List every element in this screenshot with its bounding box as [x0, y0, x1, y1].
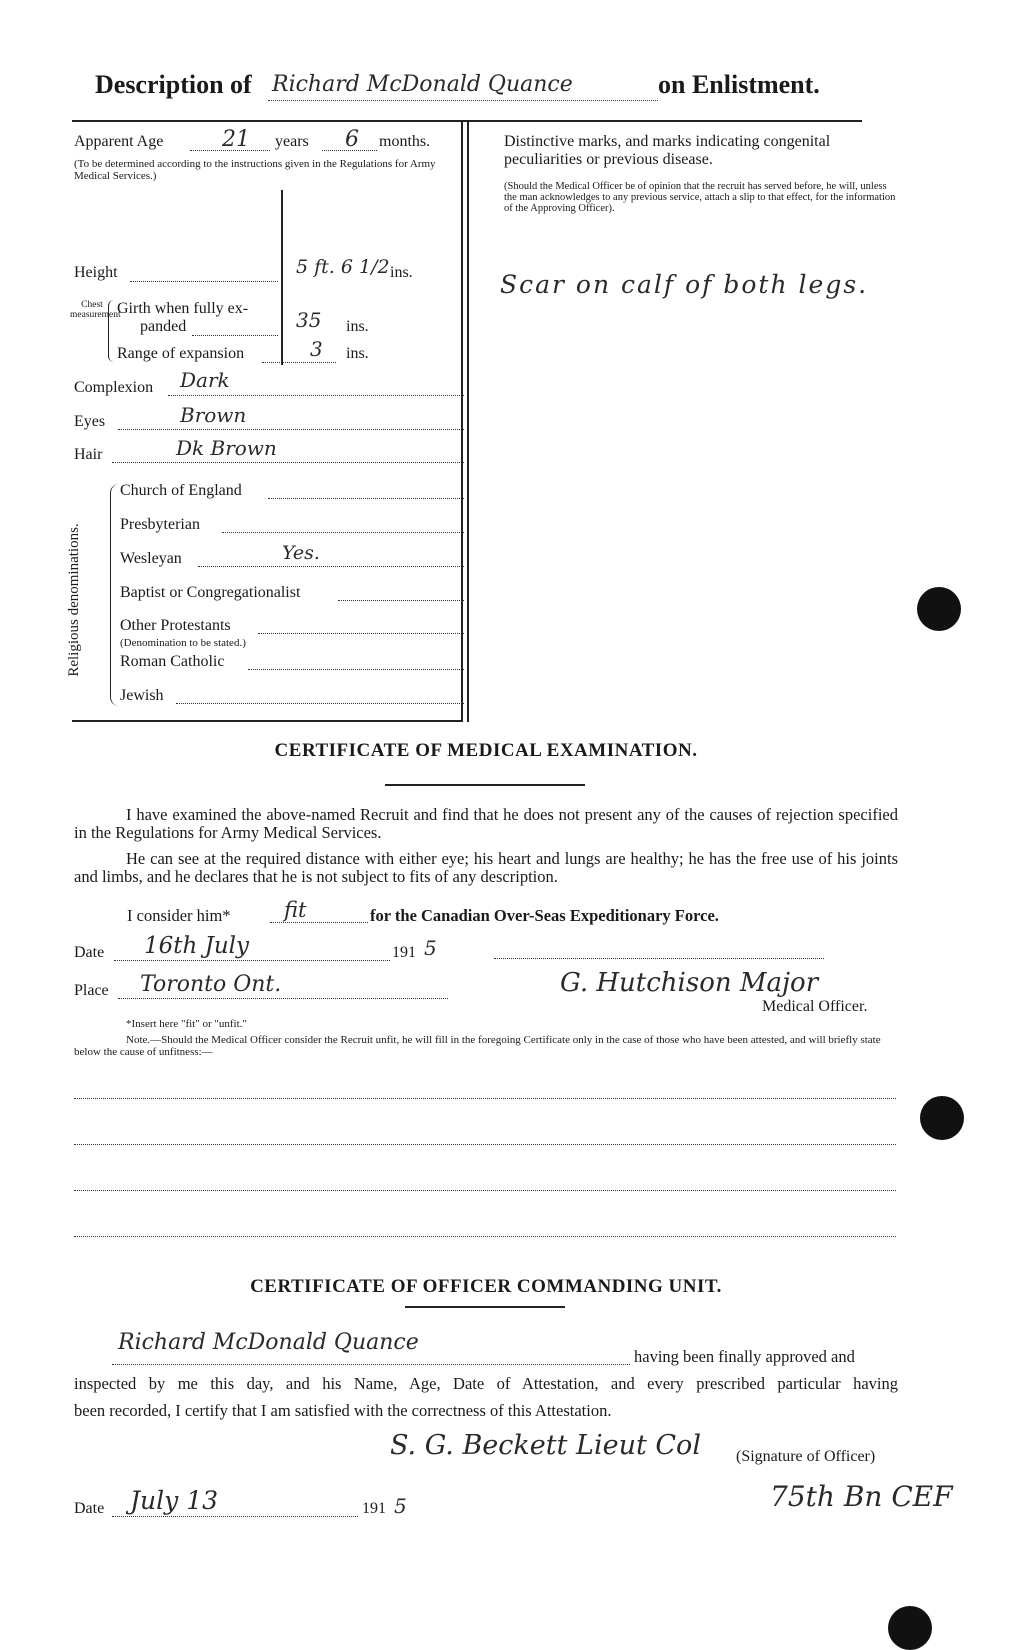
hair-label: Hair: [74, 446, 103, 463]
commanding-line-1-suffix: having been finally approved and: [634, 1347, 855, 1366]
height-label: Height: [74, 264, 118, 281]
commanding-signature: S. G. Beckett Lieut Col: [390, 1430, 701, 1461]
religion-label: Religious denominations.: [66, 523, 82, 677]
range-unit: ins.: [346, 345, 369, 362]
chest-label: Chest measurement: [70, 300, 121, 320]
complexion-value: Dark: [180, 368, 230, 392]
religion-wesleyan: Wesleyan: [120, 550, 182, 567]
commanding-line-3: been recorded, I certify that I am satisfied with the correctness of this Attestation.: [74, 1401, 612, 1420]
age-months-value: 6: [345, 127, 359, 152]
complexion-line: [168, 395, 464, 396]
commanding-date-line: [112, 1516, 358, 1517]
medical-note: [74, 1034, 898, 1058]
medical-place-label: Place: [74, 982, 109, 999]
medical-date-line: [114, 960, 390, 961]
religion-wesleyan-value: Yes.: [282, 542, 320, 564]
girth-unit: ins.: [346, 318, 369, 335]
wesleyan-line: [198, 566, 464, 567]
consider-line: [270, 922, 368, 923]
punch-hole-middle: [920, 1096, 964, 1140]
range-line: [262, 362, 336, 363]
presbyterian-line: [222, 532, 464, 533]
bottom-rule: [72, 720, 462, 722]
commanding-signature-label: (Signature of Officer): [736, 1448, 876, 1465]
medical-year-prefix: 191: [392, 944, 416, 961]
age-note: (To be determined according to the instructions given in the Regulations for Army Medical Services.): [74, 158, 436, 182]
medical-para-2: He can see at the required distance with either eye; his heart and lungs are healthy; he has the free use of his joints and limbs, and he declares that he is not subject to fits of any description.: [74, 849, 898, 886]
years-label: years: [275, 133, 309, 150]
chest-brace: [108, 300, 115, 362]
title-suffix: on Enlistment.: [658, 70, 820, 99]
commanding-name-value: Richard McDonald Quance: [118, 1330, 419, 1355]
title-prefix: Description of: [95, 70, 252, 99]
medical-signature: G. Hutchison Major: [560, 968, 819, 998]
medical-heading-rule: [385, 784, 585, 786]
unfitness-line-2: [74, 1144, 896, 1145]
measure-divider: [281, 190, 283, 365]
range-label: Range of expansion: [117, 345, 245, 362]
note-text: —Should the Medical Officer consider the Recruit unfit, he will fill in the foregoing Certificate only in the case of those who have been attested, and will briefly state below the cause of unfitness:—: [74, 1034, 881, 1058]
height-value: 5 ft. 6 1/2: [296, 256, 390, 278]
hair-value: Dk Brown: [176, 436, 277, 460]
commanding-date-value: July 13: [130, 1486, 219, 1515]
commanding-unit: 75th Bn CEF: [770, 1480, 953, 1513]
medical-officer-label: Medical Officer.: [762, 998, 868, 1015]
consider-prefix: I consider him*: [127, 906, 231, 925]
religion-denomination-note: (Denomination to be stated.): [120, 637, 246, 649]
marks-heading-1: Distinctive marks, and marks indicating congenital: [504, 133, 831, 150]
age-label: Apparent Age: [74, 133, 164, 150]
marks-heading-2: peculiarities or previous disease.: [504, 151, 713, 168]
commanding-year-prefix: 191: [362, 1500, 386, 1517]
punch-hole-top: [917, 587, 961, 631]
religion-church-of-england: Church of England: [120, 482, 242, 499]
commanding-heading: CERTIFICATE OF OFFICER COMMANDING UNIT.: [250, 1276, 722, 1297]
medical-year-value: 5: [424, 936, 437, 960]
commanding-year-value: 5: [394, 1494, 407, 1518]
column-divider-1: [461, 120, 463, 722]
religion-jewish: Jewish: [120, 687, 164, 704]
religion-roman-catholic: Roman Catholic: [120, 653, 225, 670]
religion-baptist: Baptist or Congregationalist: [120, 584, 301, 601]
insert-note: *Insert here "fit" or "unfit.": [126, 1018, 247, 1030]
medical-place-line: [118, 998, 448, 999]
months-label: months.: [379, 133, 431, 150]
consider-value: fit: [284, 898, 307, 922]
complexion-label: Complexion: [74, 379, 154, 396]
other-protestants-line: [258, 633, 464, 634]
unfitness-line-4: [74, 1236, 896, 1237]
unfitness-line-1: [74, 1098, 896, 1099]
recruit-name: Richard McDonald Quance: [272, 72, 573, 97]
medical-date-value: 16th July: [144, 933, 250, 959]
medical-para-1: I have examined the above-named Recruit and find that he does not present any of the causes of rejection specified in the Regulations for Army Medical Services.: [74, 805, 898, 842]
church-line: [268, 498, 464, 499]
range-value: 3: [310, 337, 323, 361]
height-unit: ins.: [390, 264, 413, 281]
consider-suffix: for the Canadian Over-Seas Expeditionary Force.: [370, 906, 719, 925]
marks-note: (Should the Medical Officer be of opinion that the recruit has served before, he will, unless the man acknowledges to any previous service, attach a slip to that effect, for the information of the Approving Officer).: [504, 181, 896, 214]
unfitness-line-3: [74, 1190, 896, 1191]
medical-place-value: Toronto Ont.: [140, 972, 282, 997]
medical-date-label: Date: [74, 944, 105, 961]
medical-signature-line: [494, 958, 824, 959]
column-divider-2: [467, 120, 469, 722]
girth-label-2: panded: [140, 318, 187, 335]
note-label: Note.: [126, 1034, 151, 1046]
title-name-line: [268, 100, 658, 101]
commanding-date-label: Date: [74, 1500, 105, 1517]
medical-heading: CERTIFICATE OF MEDICAL EXAMINATION.: [274, 740, 698, 761]
age-years-value: 21: [222, 127, 250, 152]
commanding-name-line: [112, 1364, 630, 1365]
eyes-value: Brown: [180, 403, 247, 427]
baptist-line: [338, 600, 464, 601]
hair-line: [112, 462, 464, 463]
girth-line: [192, 335, 278, 336]
girth-label-1: Girth when fully ex-: [117, 300, 249, 317]
marks-value: Scar on calf of both legs.: [500, 270, 869, 299]
jewish-line: [176, 703, 464, 704]
roman-catholic-line: [248, 669, 464, 670]
girth-value: 35: [296, 308, 322, 332]
religion-brace: [110, 484, 119, 706]
eyes-label: Eyes: [74, 413, 106, 430]
commanding-heading-rule: [405, 1306, 565, 1308]
height-line: [130, 281, 278, 282]
religion-presbyterian: Presbyterian: [120, 516, 200, 533]
religion-other-protestants: Other Protestants: [120, 617, 231, 634]
punch-hole-bottom: [888, 1606, 932, 1650]
eyes-line: [118, 429, 464, 430]
commanding-line-2: inspected by me this day, and his Name, Age, Date of Attestation, and every prescribed particular having: [74, 1374, 898, 1393]
